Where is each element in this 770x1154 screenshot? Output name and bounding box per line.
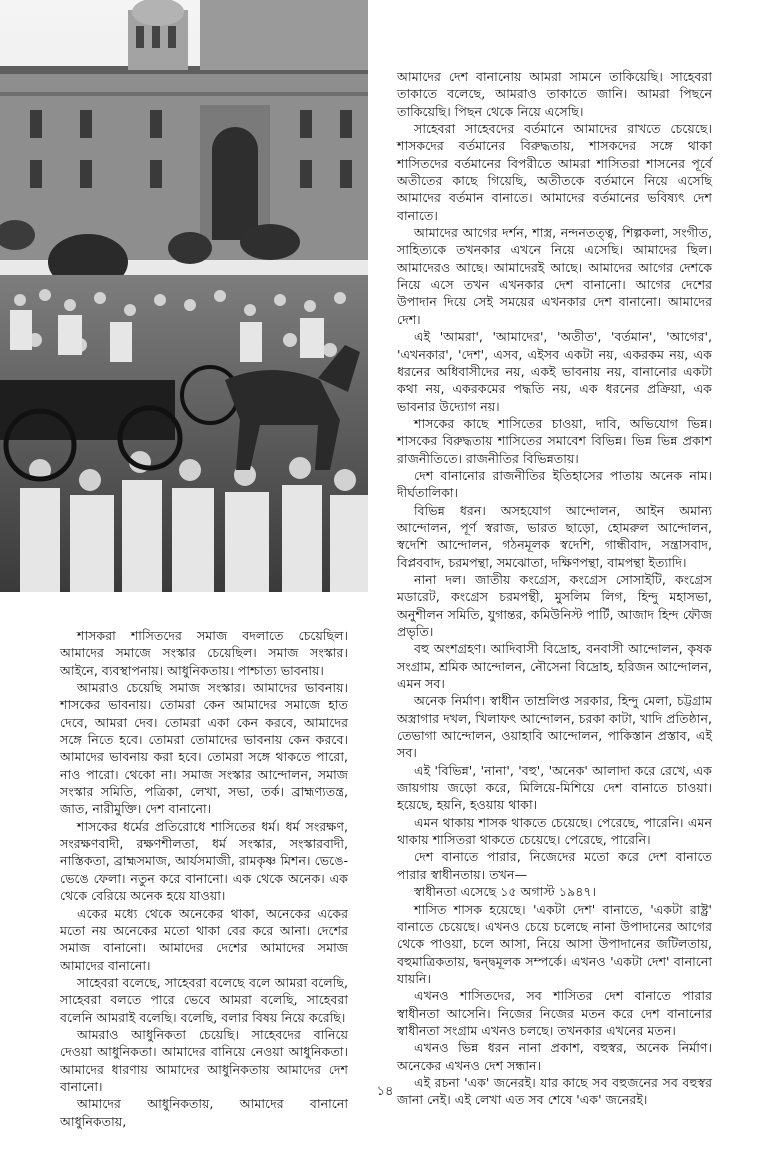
- paragraph: একের মধ্যে থেকে অনেকের থাকা, অনেকের একের মতো নয় অনেকের মতো থাকা বের করে আনা। দেশের সমাজ বানানো। আমাদের দেশের আমাদের সমাজ আমাদের বানানো।: [60, 905, 348, 973]
- paragraph: শাসকের ধর্মের প্রতিরোধে শাসিতের ধর্ম। ধর্ম সংরক্ষণ, সংরক্ষণবাদী, রক্ষণশীলতা, ধর্ম সংস্কার, সংস্কারবাদী, নাস্তিকতা, ব্রাহ্মসমাজ, আর্যসমাজী, রামকৃষ্ণ মিশন। ভেঙে-ভেঙে ফেলা। নতুন করে বানানো। এক থেকে অনেক। এক থেকে বেরিয়ে অনেক হয়ে যাওয়া।: [60, 818, 348, 904]
- paragraph: এখনও শাসিতদের, সব শাসিতর দেশ বানাতে পারার স্বাধীনতা আসেনি। নিজের নিজের মতন করে দেশ বানানোর স্বাধীনতা সংগ্রাম এখনও চলছে। তখনকার এখনের মতন।: [397, 988, 712, 1038]
- paragraph: সাহেবরা সাহেবদের বর্তমানে আমাদের রাখতে চেয়েছে। শাসকদের বর্তমানের বিরুদ্ধতায়, শাসকদের সঙ্গে থাকা শাসিতদের বর্তমানের বিপরীতে আমরা শাসিতরা শাসনের পূর্বে অতীতের কাছে গিয়েছি, অতীতকে বর্তমানে নিয়ে এসেছি আমাদের বর্তমান বানাতে। আমাদের বর্তমানের ভবিষ্যৎ দেশ বানাতে।: [397, 121, 712, 223]
- paragraph: বহু অংশগ্রহণ। আদিবাসী বিদ্রোহ, বনবাসী আন্দোলন, কৃষক সংগ্রাম, শ্রমিক আন্দোলন, নৌসেনা বিদ্রোহ, হরিজন আন্দোলন, এমন সব।: [397, 641, 712, 692]
- paragraph: দেশ বানাতে পারার, নিজেদের মতো করে দেশ বানাতে পারার স্বাধীনতায়। তখন—: [397, 849, 712, 882]
- paragraph: আমাদের আধুনিকতায়, আমাদের বানানো আধুনিকতায়,: [60, 1096, 348, 1129]
- right-column: [397, 68, 712, 1109]
- paragraph: আমরাও চেয়েছি সমাজ সংস্কার। আমাদের ভাবনায়। শাসকের ভাবনায়। তোমরা কেন আমাদের সমাজে হাত দেবে, আমরা দেব। তোমরা একা কেন করবে, আমাদের সঙ্গে নিতে হবে। তোমরা তোমাদের ভাবনায় কেন করবে। আমাদের ভাবনায় করা হবে। তোমরা সঙ্গে থাকতে পারো, নাও পারো। থেকো না। সমাজ সংস্কার আন্দোলন, সমাজ সংস্কার সমিতি, পত্রিকা, লেখা, সভা, তর্ক। ব্রাহ্মণ্যতন্ত্র, জাত, নারীমুক্তি। দেশ বানানো।: [60, 680, 348, 817]
- paragraph: নানা দল। জাতীয় কংগ্রেস, কংগ্রেস সোসাইটি, কংগ্রেস মডারেট, কংগ্রেস চরমপন্থী, মুসলিম লিগ, হিন্দু মহাসভা, অনুশীলন সমিতি, যুগান্তর, কমিউনিস্ট পার্টি, আজাদ হিন্দ ফৌজ প্রভৃতি।: [397, 571, 712, 639]
- paragraph: এই 'বিভিন্ন', 'নানা', 'বহু', 'অনেক' আলাদা করে রেখে, এক জায়গায় জড়ো করে, মিলিয়ে-মিশিয়ে দেশ বানাতে চাওয়া। হয়েছে, হয়নি, হওয়ায় থাকা।: [397, 762, 712, 813]
- historical-photograph: [0, 0, 368, 592]
- paragraph: এখনও ভিন্ন ধরন নানা প্রকাশ, বহুস্বর, অনেক নির্মাণ। অনেকের এখনও দেশ সন্ধান।: [397, 1040, 712, 1073]
- paragraph: শাসকরা শাসিতদের সমাজ বদলাতে চেয়েছিল। আমাদের সমাজে সংস্কার চেয়েছিল। সমাজ সংস্কার। আইনে, ব্যবস্থাপনায়। আধুনিকতায়। পাশ্চাত্য ভাবনায়।: [60, 628, 348, 678]
- paragraph: এমন থাকায় শাসক থাকতে চেয়েছে। পেরেছে, পারেনি। এমন থাকায় শাসিতরা থাকতে চেয়েছে। পেরেছে, পারেনি।: [397, 814, 712, 848]
- paragraph: আমাদের আগের দর্শন, শাস্ত্র, নন্দনতত্ত্ব, শিল্পকলা, সংগীত, সাহিত্যকে তখনকার এখনে নিয়ে এসেছি। আমাদের ছিল। আমাদেরও আছে। আমাদেরই আছে। আমাদের আগের দেশকে নিয়ে এসে তখন এখনকার দেশ বানানো। আগের দেশের উপাদান দিয়ে সেই সময়ের এখনকার দেশ বানানো। আমাদের দেশ।: [397, 225, 712, 327]
- page-number: ১৪: [376, 1084, 394, 1099]
- paragraph: অনেক নির্মাণ। স্বাধীন তাম্রলিপ্ত সরকার, হিন্দু মেলা, চট্টগ্রাম অস্ত্রাগার দখল, খিলাফৎ আন্দোলন, চরকা কাটা, খাদি প্রতিষ্ঠান, তেভাগা আন্দোলন, ওয়াহাবি আন্দোলন, পাকিস্তান প্রস্তাব, এই সব।: [397, 693, 712, 761]
- paragraph: আমরাও আধুনিকতা চেয়েছি। সাহেবদের বানিয়ে দেওয়া আধুনিকতা। আমাদের বানিয়ে নেওয়া আধুনিকতা। আমাদের ধারণায় আমাদের আধুনিকতায় আমাদের দেশ বানানো।: [60, 1026, 348, 1094]
- paragraph: স্বাধীনতা এসেছে ১৫ অগাস্ট ১৯৪৭।: [414, 884, 597, 900]
- paragraph: এই রচনা 'এক' জনেরই। যার কাছে সব বহুজনের সব বহুস্বর জানা নেই। এই লেখা এত সব শেষে 'এক' জনেরই।: [397, 1074, 712, 1108]
- paragraph: শাসিত শাসক হয়েছে। 'একটা দেশ' বানাতে, 'একটা রাষ্ট্র' বানাতে চেয়েছে। এখনও চেয়ে চলেছে নানা উপাদানের আগের থেকে পাওয়া, চলে আসা, নিয়ে আসা উপাদানের জটিলতায়, বহুমাত্রিকতায়, দ্বন্দ্বমূলক সম্পর্কে। এখনও 'একটা দেশ' বানানো যায়নি।: [397, 901, 712, 986]
- paragraph: সাহেবরা বলেছে, সাহেবরা বলেছে বলে আমরা বলেছি, সাহেবরা বলতে পারে ভেবে আমরা বলেছি, সাহেবরা বলেনি আমরাই বলেছি। বলেছি, বলার বিষয় নিয়ে করেছি।: [60, 974, 348, 1025]
- paragraph: দেশ বানানোর রাজনীতির ইতিহাসের পাতায় অনেক নাম। দীর্ঘতালিকা।: [397, 467, 712, 501]
- paragraph: আমাদের দেশ বানানোয় আমরা সামনে তাকিয়েছি। সাহেবরা তাকাতে বলেছে, আমরাও তাকাতে জানি। আমরা পিছনে তাকিয়েছি। পিছন থেকে নিয়ে এসেছি।: [397, 69, 712, 119]
- paragraph: শাসকের কাছে শাসিতের চাওয়া, দাবি, অভিযোগ ভিন্ন। শাসকের বিরুদ্ধতায় শাসিতের সমাবেশ বিভিন্ন। ভিন্ন ভিন্ন প্রকাশ রাজনীতিতে। রাজনীতির বিভিন্নতায়।: [397, 415, 712, 466]
- paragraph: এই 'আমরা', 'আমাদের', 'অতীত', 'বর্তমান', 'আগের', 'এখনকার', 'দেশ', এসব, এইসব একটা নয়, একরকম নয়, এক ধরনের অধিবাসীদের নয়, একই ভাবনায় নয়, বানানোর একটা কথা নয়, একরকমের পদ্ধতি নয়, এক ধরনের প্রক্রিয়া, এক ভাবনার উদ্যোগ নয়।: [397, 329, 712, 414]
- paragraph: বিভিন্ন ধরন। অসহযোগ আন্দোলন, আইন অমান্য আন্দোলন, পূর্ণ স্বরাজ, ভারত ছাড়ো, হোমরুল আন্দোলন, স্বদেশি আন্দোলন, গঠনমূলক স্বদেশি, গান্ধীবাদ, সন্ত্রাসবাদ, বিপ্লববাদ, চরমপন্থা, সমঝোতা, দক্ষিণপন্থা, বামপন্থা ইত্যাদি।: [397, 502, 712, 570]
- left-column: [60, 627, 348, 1130]
